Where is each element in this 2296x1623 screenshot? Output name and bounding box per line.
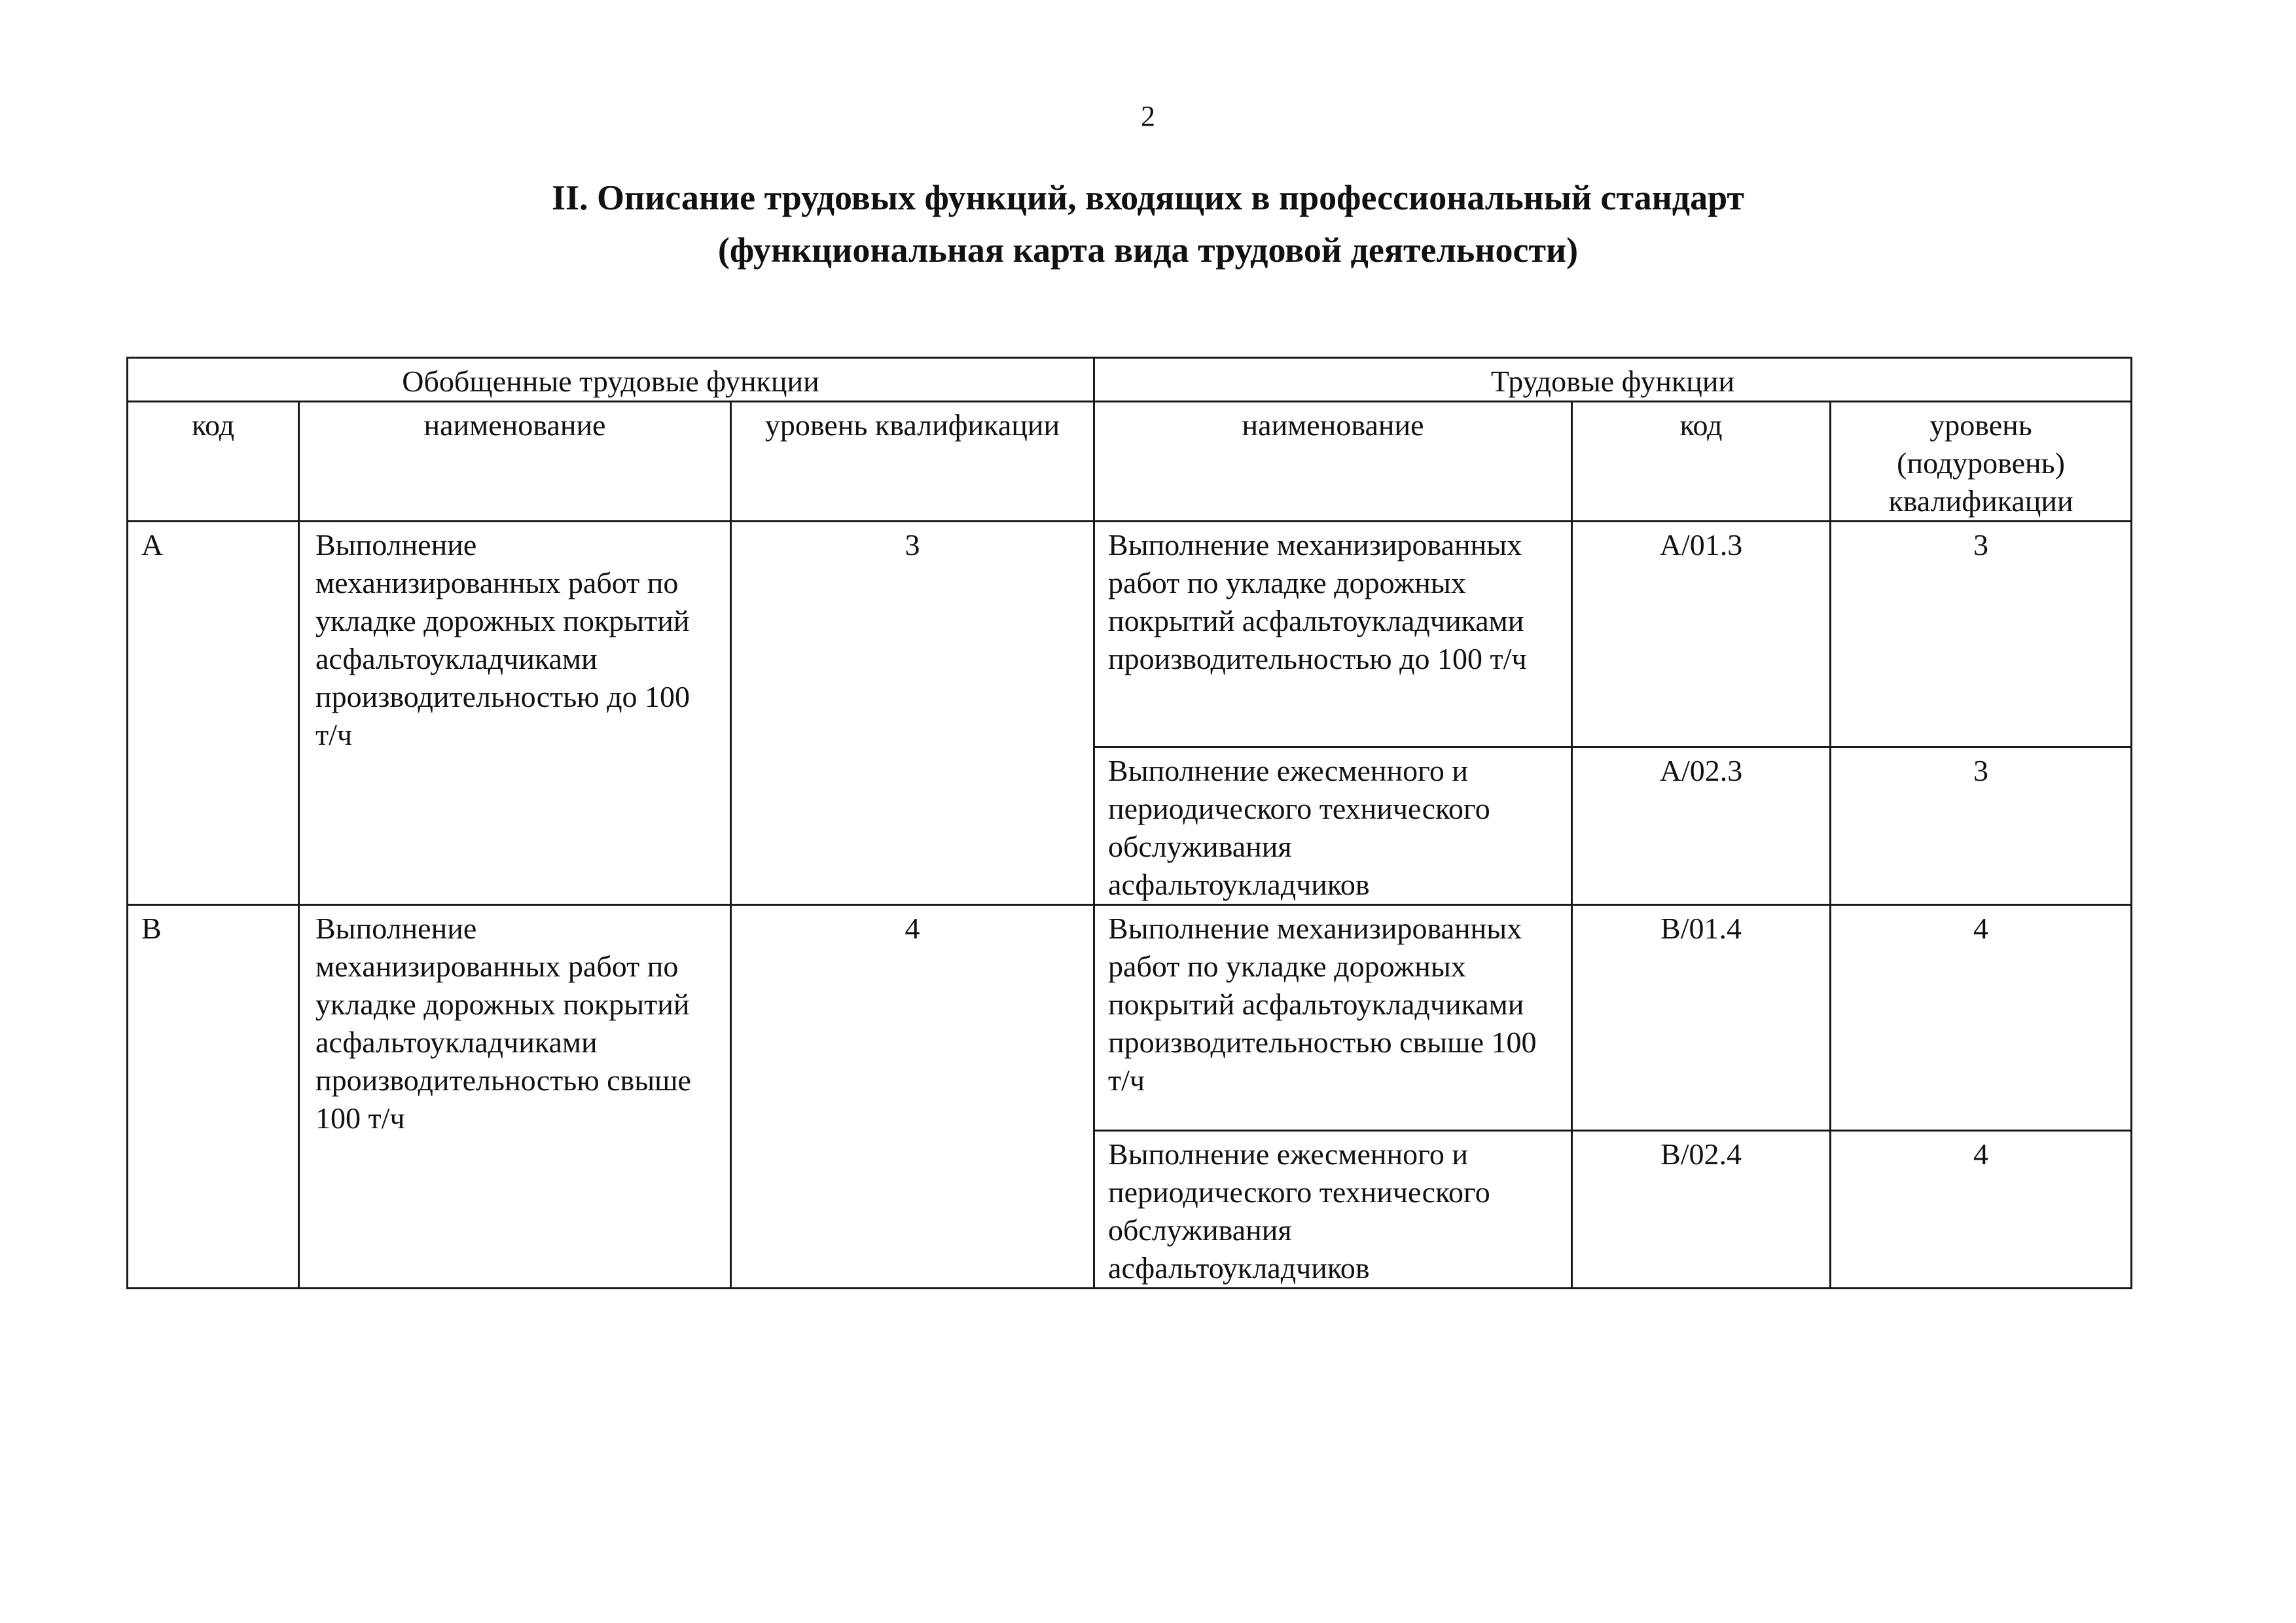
labor-function-code: A/01.3 [1572,522,1831,747]
labor-function-code: B/02.4 [1572,1131,1831,1289]
gen-function-code: A [128,522,299,905]
header-tf-level: уровень (подуровень) квалификации [1831,402,2132,522]
table-row [128,905,2132,1131]
page-number: 2 [1141,100,1155,132]
gen-function-level: 4 [731,905,1094,1289]
labor-function-name: Выполнение механизированных работ по укладке дорожных покрытий асфальтоукладчиками производительностью свыше 100 т/ч [1094,905,1572,1131]
labor-function-name: Выполнение ежесменного и периодического технического обслуживания асфальтоукладчиков [1094,1131,1572,1289]
header-gen-code: код [128,402,299,522]
labor-function-level: 4 [1831,1131,2132,1289]
section-title [0,171,2296,276]
labor-functions-header: Трудовые функции [1094,358,2132,402]
gen-function-level: 3 [731,522,1094,905]
header-gen-level: уровень квалификации [731,402,1094,522]
labor-function-code: B/01.4 [1572,905,1831,1131]
functional-map-table [126,357,2132,1289]
column-header-row [128,402,2132,522]
labor-function-level: 3 [1831,522,2132,747]
labor-function-code: A/02.3 [1572,747,1831,905]
group-header-row [128,358,2132,402]
labor-function-level: 4 [1831,905,2132,1131]
gen-function-name: Выполнение механизированных работ по укладке дорожных покрытий асфальтоукладчиками производительностью свыше 100 т/ч [299,905,731,1289]
header-gen-name: наименование [299,402,731,522]
section-title-line-2: (функциональная карта вида трудовой деятельности) [717,230,1579,270]
header-tf-code: код [1572,402,1831,522]
gen-function-code: B [128,905,299,1289]
generalized-functions-header: Обобщенные трудовые функции [128,358,1094,402]
gen-function-name: Выполнение механизированных работ по укладке дорожных покрытий асфальтоукладчиками производительностью до 100 т/ч [299,522,731,905]
labor-function-name: Выполнение механизированных работ по укладке дорожных покрытий асфальтоукладчиками производительностью до 100 т/ч [1094,522,1572,747]
labor-function-level: 3 [1831,747,2132,905]
section-title-line-1: II. Описание трудовых функций, входящих в профессиональный стандарт [552,178,1744,217]
header-tf-name: наименование [1094,402,1572,522]
labor-function-name: Выполнение ежесменного и периодического технического обслуживания асфальтоукладчиков [1094,747,1572,905]
table-row [128,522,2132,747]
